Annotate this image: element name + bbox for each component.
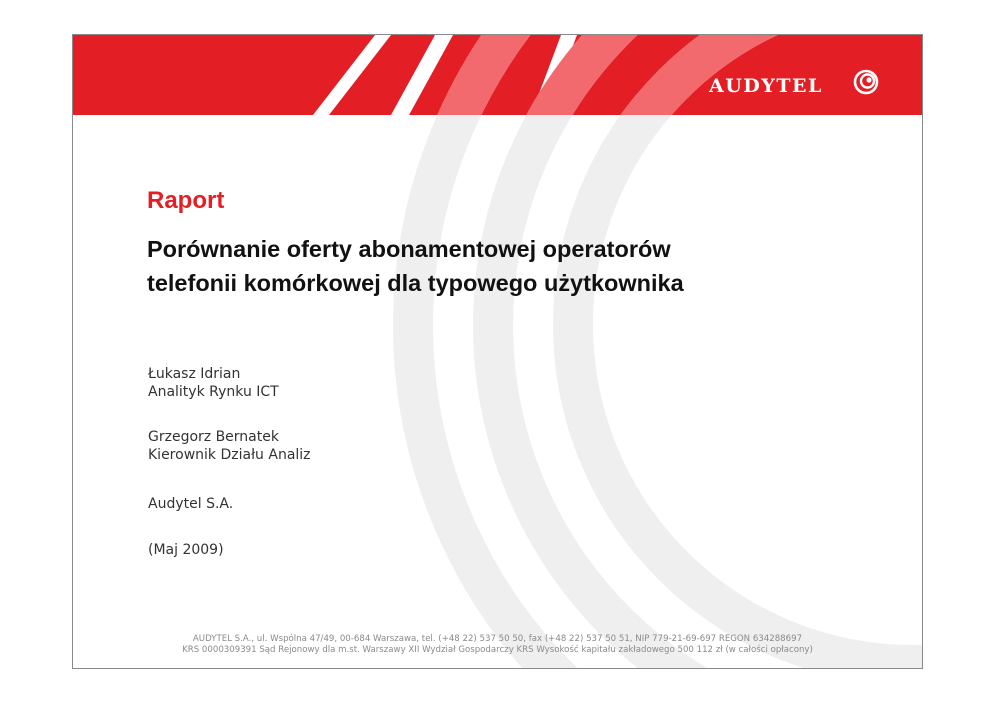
author-name: Grzegorz Bernatek	[148, 429, 279, 445]
author-role: Kierownik Działu Analiz	[148, 447, 311, 463]
report-title	[147, 232, 867, 300]
author-role: Analityk Rynku ICT	[148, 384, 279, 400]
report-date: (Maj 2009)	[148, 542, 224, 558]
decorative-background	[73, 35, 922, 668]
company-name: Audytel S.A.	[148, 496, 234, 512]
footer-line-1: AUDYTEL S.A., ul. Wspólna 47/49, 00-684 Warszawa, tel. (+48 22) 537 50 50, fax (+48 22) 537 50 51, NIP 779-21-69-697 REGON 634288697	[192, 634, 803, 644]
report-kicker: Raport	[147, 187, 225, 214]
author-2	[148, 428, 311, 464]
audytel-logo-text: AUDYTEL	[709, 75, 823, 97]
author-1	[148, 365, 279, 401]
background-arcs	[413, 35, 922, 668]
concentric-rings-icon	[853, 69, 879, 95]
report-cover-page	[72, 34, 923, 669]
footer-line-2: KRS 0000309391 Sąd Rejonowy dla m.st. Warszawy XII Wydział Gospodarczy KRS Wysokość kapitału zakładowego 500 112 zł (w całości opłacony)	[182, 645, 813, 655]
author-name: Łukasz Idrian	[148, 366, 241, 382]
title-line-2: telefonii komórkowej dla typowego użytkownika	[147, 270, 684, 296]
title-line-1: Porównanie oferty abonamentowej operatorów	[147, 236, 671, 262]
